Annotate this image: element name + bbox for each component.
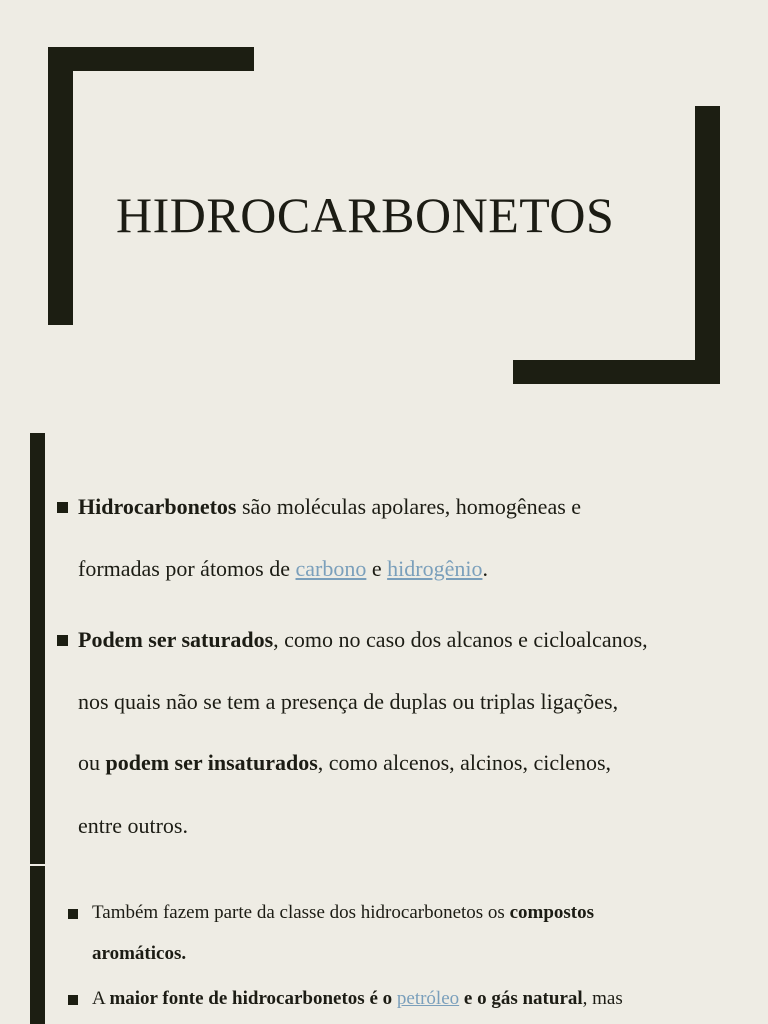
link-carbono[interactable]: carbono [295, 556, 367, 581]
bullet-marker-4 [68, 995, 78, 1005]
bullet-marker-2 [57, 635, 68, 646]
link-petroleo[interactable]: petróleo [396, 988, 460, 1009]
bullet2-line4: entre outros. [78, 813, 188, 838]
slide3-bullet1-text: Também fazem parte da classe dos hidrocarbonetos os [92, 902, 510, 923]
bullet2-text: , como no caso dos alcanos e cicloalcanos, [273, 627, 648, 652]
term-podem-ser-saturados: Podem ser saturados [78, 627, 274, 652]
slide2-accent-bar [30, 433, 45, 864]
connector-text: e [366, 556, 388, 581]
slide3-bullet2-prefix: A [92, 988, 110, 1009]
slide-title: HIDROCARBONETOS [116, 187, 615, 243]
term-hidrocarbonetos: Hidrocarbonetos [78, 494, 237, 519]
period-text: . [482, 556, 488, 581]
bullet2-line1 [78, 625, 648, 655]
bullet2-line2: nos quais não se tem a presença de duplas ou triplas ligações, [78, 689, 619, 714]
slide3-bullet1-line1 [92, 900, 594, 926]
link-hidrogenio[interactable]: hidrogênio [387, 556, 483, 581]
bullet1-line1 [78, 492, 581, 522]
term-podem-ser-insaturados: podem ser insaturados [105, 750, 318, 775]
bullet1-text: são moléculas apolares, homogêneas e [236, 494, 582, 519]
frame-bottom-right-horizontal-bar [513, 360, 720, 384]
frame-top-left-vertical-bar [48, 47, 73, 325]
bullet2-line3 [78, 748, 611, 778]
bullet-marker-3 [68, 909, 78, 919]
bullet1-line2-text: formadas por átomos de [78, 556, 296, 581]
term-maior-fonte: maior fonte de hidrocarbonetos é o [109, 988, 397, 1009]
term-gas-natural: e o gás natural [459, 988, 583, 1009]
slide3-bullet2-suffix: , mas [582, 988, 623, 1009]
bullet2-line3-prefix: ou [78, 750, 106, 775]
slide3-bullet2-line1 [92, 986, 623, 1012]
slide3-accent-bar [30, 866, 45, 1024]
frame-bottom-right-vertical-bar [695, 106, 720, 384]
bullet2-line3-suffix: , como alcenos, alcinos, ciclenos, [317, 750, 612, 775]
slide3-bullet1-line2 [92, 941, 186, 967]
term-aromaticos: aromáticos. [92, 943, 187, 964]
frame-top-left-horizontal-bar [48, 47, 254, 71]
bullet-marker-1 [57, 502, 68, 513]
term-compostos: compostos [509, 902, 595, 923]
bullet1-line2 [78, 554, 488, 584]
